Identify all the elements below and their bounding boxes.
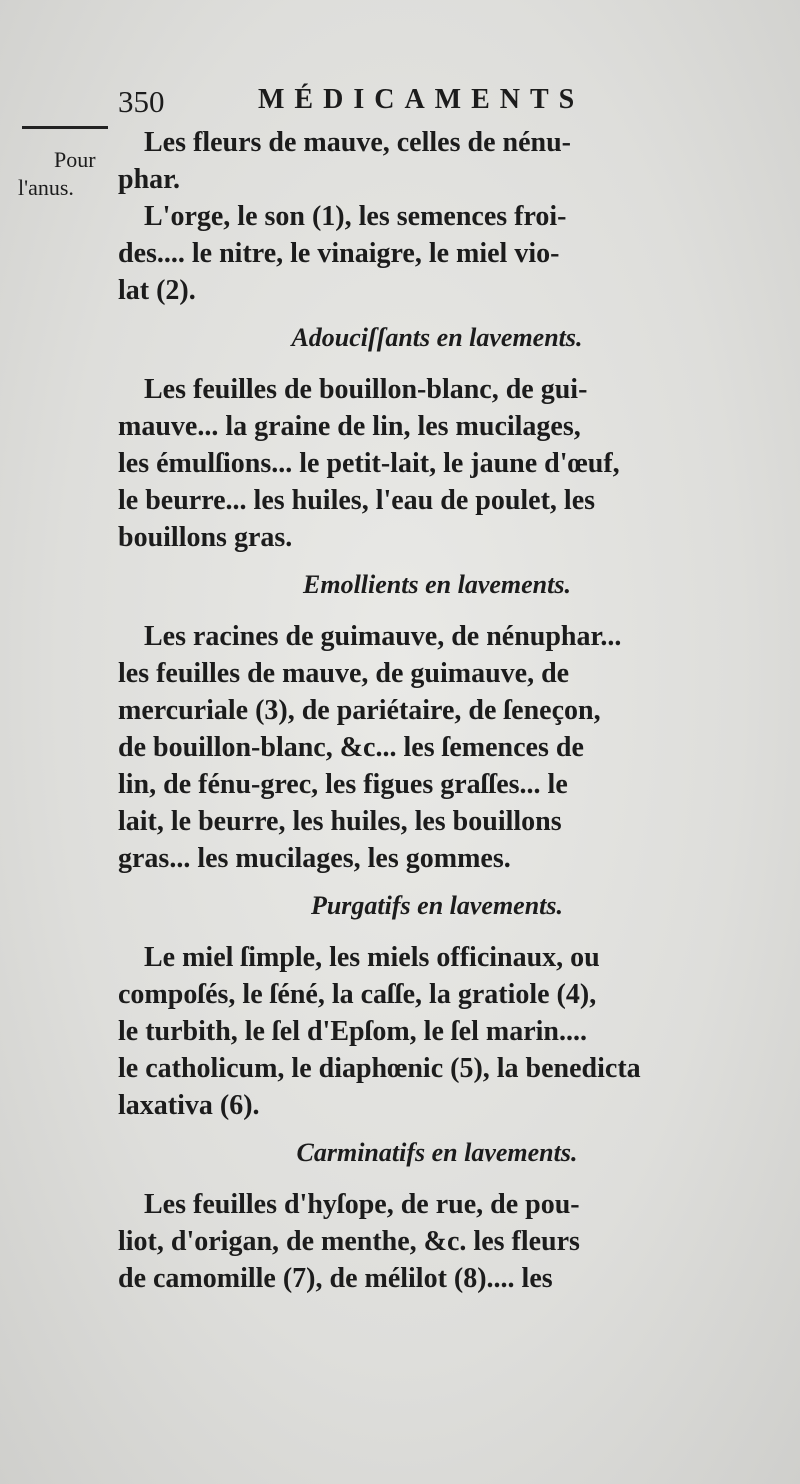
page-header [118,84,738,124]
text-line: liot, d'origan, de menthe, &c. les fleurs [118,1226,580,1257]
section-heading [118,323,756,353]
text-line: mercuriale (3), de pariétaire, de ſeneçon, [118,695,601,726]
text-line: phar. [118,164,181,195]
margin-note-line: Pour [54,147,96,172]
text-line: L'orge, le son (1), les semences froi- [144,201,567,232]
section-heading-text: Purgatifs en lavements. [310,891,564,920]
text-line: le turbith, le ſel d'Epſom, le ſel marin.... [118,1016,587,1047]
text-line: bouillons gras. [118,522,293,553]
text-line: Les feuilles de bouillon-blanc, de gui- [144,374,588,405]
text-line: mauve... la graine de lin, les mucilages, [118,411,581,442]
text-line: les émulſions... le petit-lait, le jaune d'œuf, [118,448,620,479]
running-title: MÉDICAMENTS [258,84,585,115]
section-heading-text: Adouciſſants en lavements. [291,323,583,352]
text-line: de camomille (7), de mélilot (8).... les [118,1263,553,1294]
body-text [118,124,756,1297]
section-heading-text: Emollients en lavements. [303,570,571,599]
paragraph [118,124,756,309]
text-line: laxativa (6). [118,1090,260,1121]
text-line: les feuilles de mauve, de guimauve, de [118,658,570,689]
section-heading [118,570,756,600]
paragraph [118,1186,756,1297]
section-heading-text: Carminatifs en lavements. [296,1138,578,1167]
text-line: lin, de fénu-grec, les figues graſſes... le [118,769,568,800]
text-line: Les fleurs de mauve, celles de nénu- [144,127,571,158]
text-line: Les racines de guimauve, de nénuphar... [144,621,622,652]
paragraph [118,939,756,1124]
text-line: gras... les mucilages, les gommes. [118,843,511,874]
margin-note-line: l'anus. [18,175,74,200]
margin-note [14,146,124,202]
text-line: de bouillon-blanc, &c... les ſemences de [118,732,584,763]
header-rule [22,126,108,129]
paragraph [118,371,756,556]
paragraph [118,618,756,877]
text-line: des.... le nitre, le vinaigre, le miel vio- [118,238,560,269]
text-line: le catholicum, le diaphœnic (5), la benedicta [118,1053,641,1084]
text-line: lait, le beurre, les huiles, les bouillons [118,806,562,837]
text-line: Le miel ſimple, les miels officinaux, ou [144,942,600,973]
section-heading [118,1138,756,1168]
text-line: Les feuilles d'hyſope, de rue, de pou- [144,1189,580,1220]
text-line: compoſés, le ſéné, la caſſe, la gratiole (4), [118,979,597,1010]
section-heading [118,891,756,921]
page-number: 350 [118,84,165,119]
text-line: le beurre... les huiles, l'eau de poulet, les [118,485,596,516]
text-line: lat (2). [118,275,196,306]
